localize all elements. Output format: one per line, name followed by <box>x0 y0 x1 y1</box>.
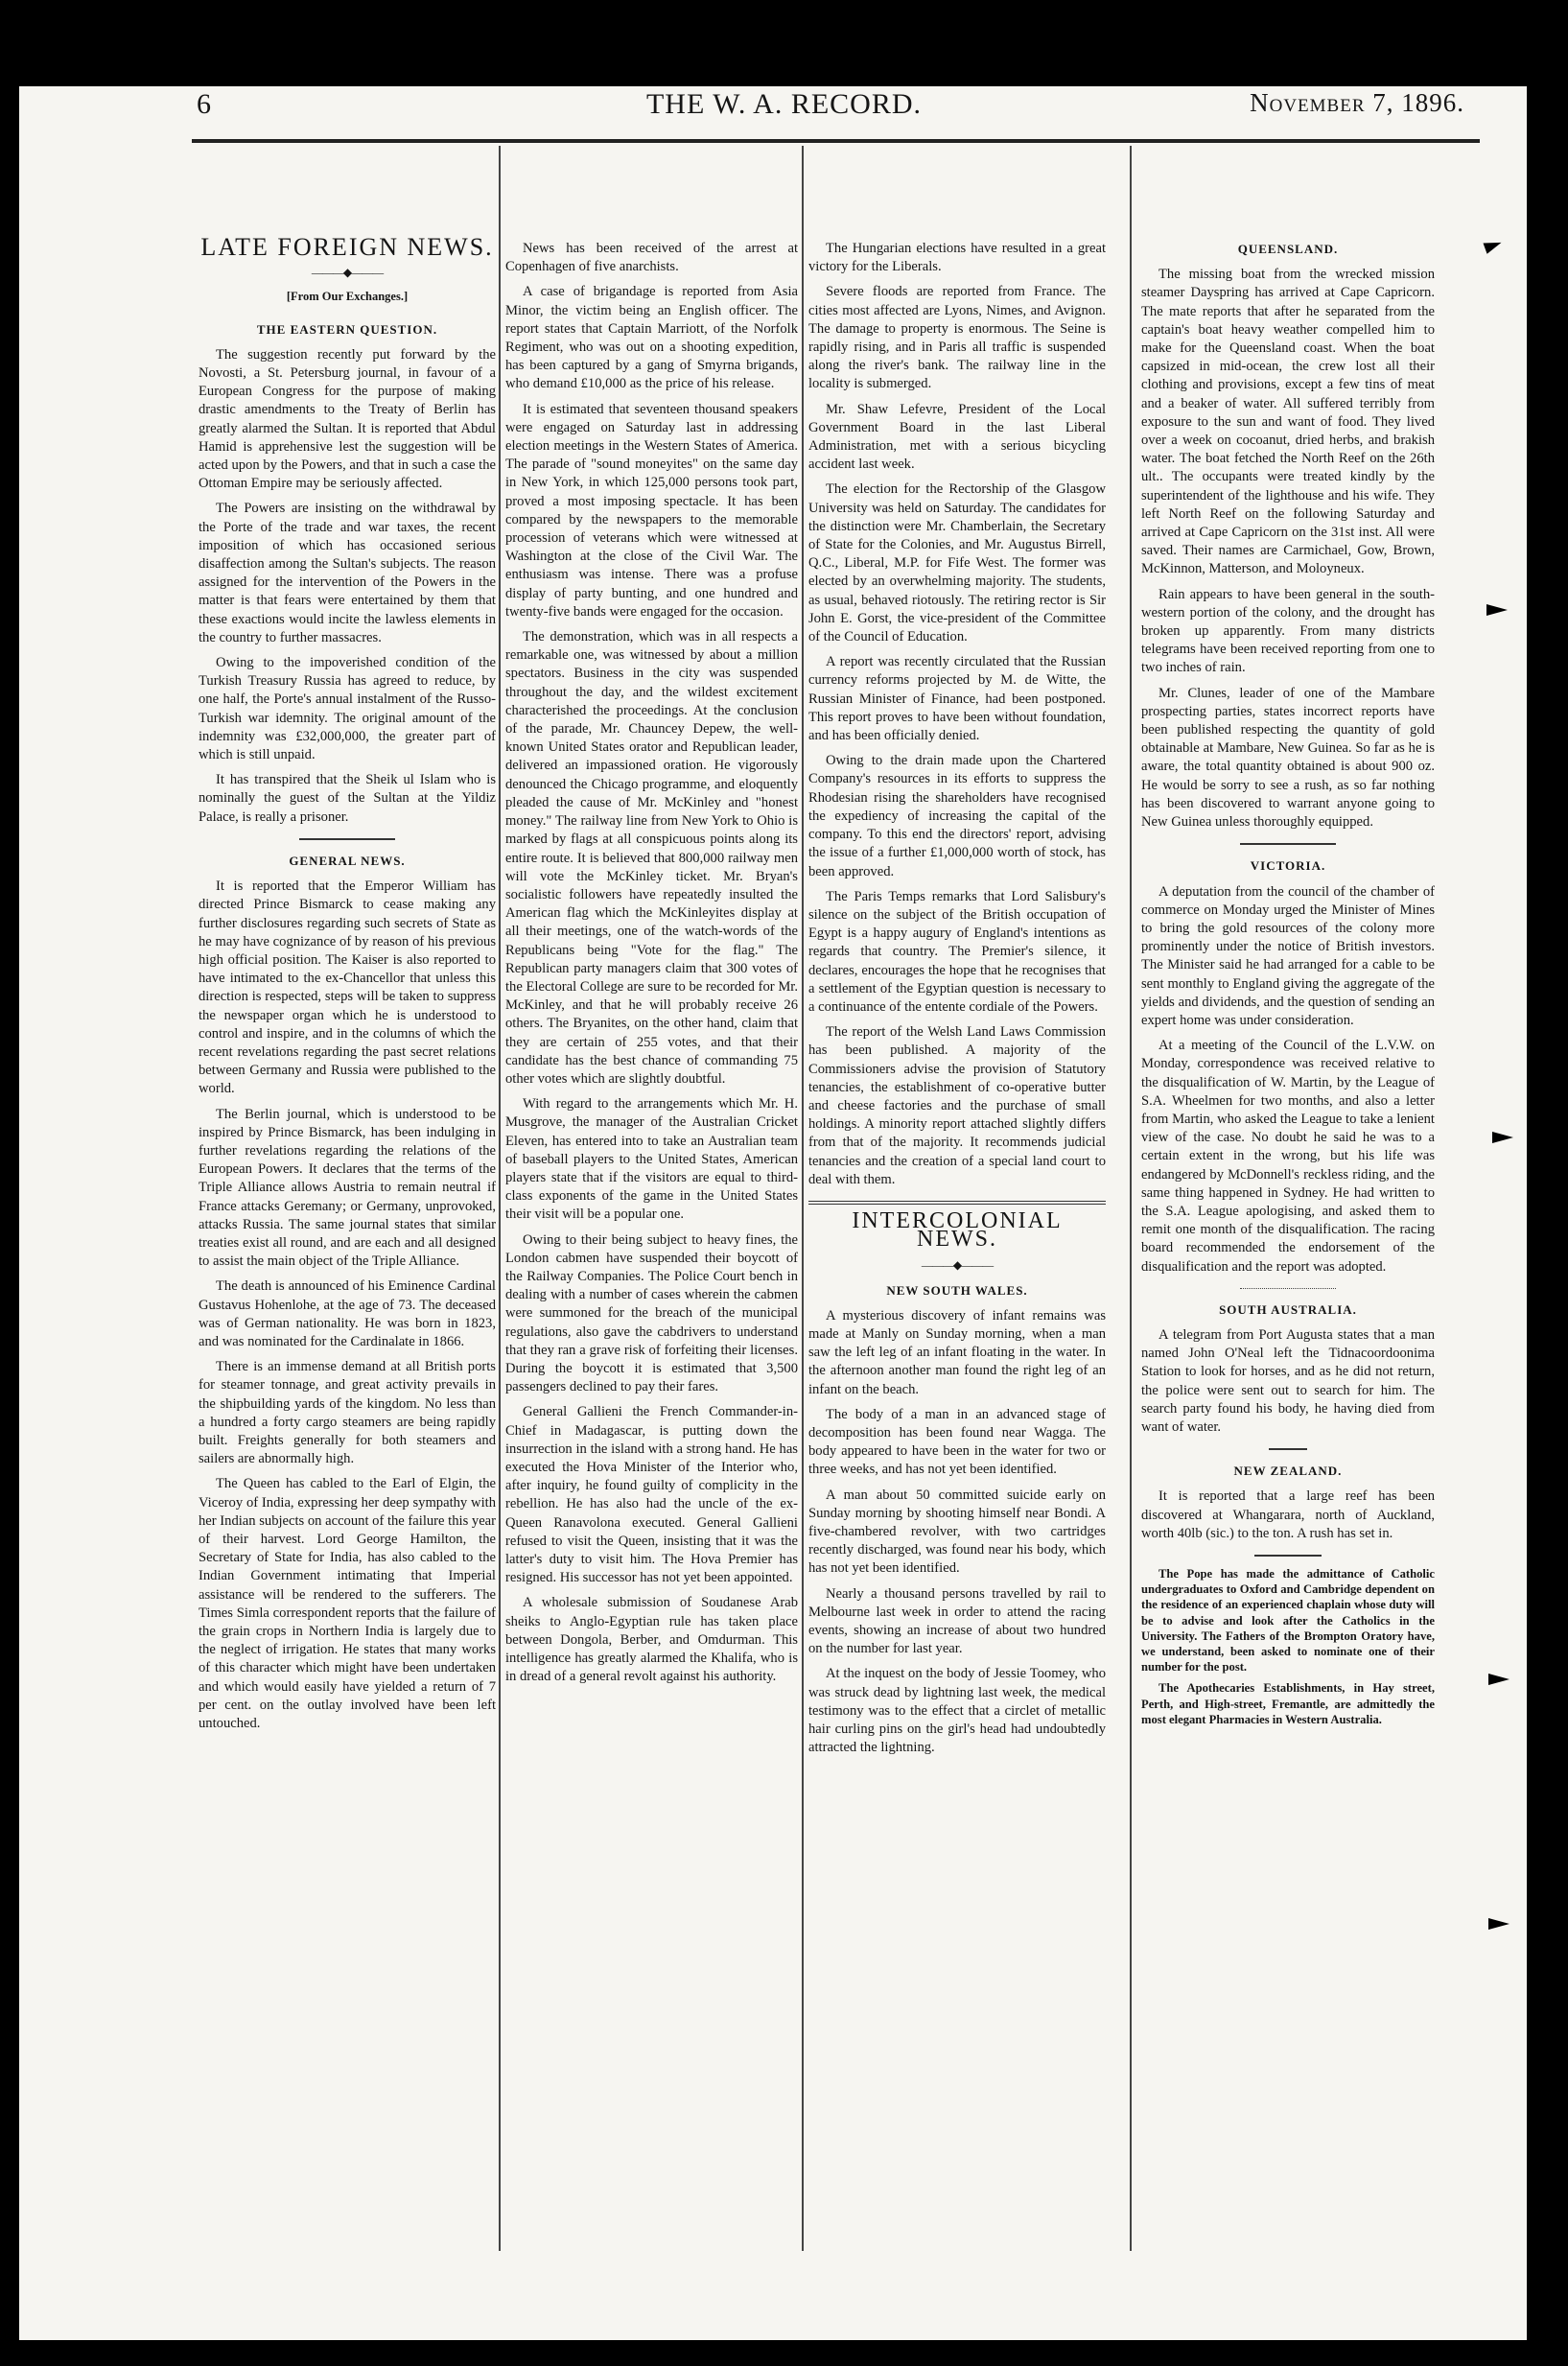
general-news-articles <box>199 878 496 1733</box>
subhead-eastern-question: THE EASTERN QUESTION. <box>256 321 438 337</box>
issue-date: November 7, 1896. <box>1250 88 1464 117</box>
page-header <box>0 88 1568 146</box>
column-1 <box>199 238 496 1740</box>
section-rule <box>1240 1288 1336 1289</box>
article-paragraph: It is reported that a large reef has been discovered at Whangarara, north of Auckland, worth 40lb (sic.) to the ton. A rush has set in. <box>1141 1488 1435 1541</box>
article-paragraph: The Apothecaries Establishments, in Hay street, Perth, and High-street, Fremantle, are admittedly the most elegant Pharmacies in Western Australia. <box>1141 1681 1435 1726</box>
article-paragraph: Nearly a thousand persons travelled by rail to Melbourne last week in order to attend the racing events, showing an increase of about two hundred on the number for last year. <box>808 1585 1106 1657</box>
article-paragraph: A mysterious discovery of infant remains was made at Manly on Sunday morning, when a man saw the left leg of an infant floating in the water. In the afternoon another man found the right leg of an infant on the beach. <box>808 1307 1106 1397</box>
article-paragraph: It is estimated that seventeen thousand speakers were engaged on Saturday last in addressing election meetings in the Western States of America. The parade of "sound moneyites" on the same day in New York, in which 125,000 persons took part, proved a most imposing spectacle. It has been compared by the newspapers to the memorable procession of veterans which were witnessed at Washington at the close of the Civil War. The enthusiasm was intense. There was a profuse display of party bunting, and one hundred and twenty-five bands were engaged for the occasion. <box>505 401 798 620</box>
article-paragraph: A case of brigandage is reported from Asia Minor, the victim being an English officer. The report states that Captain Marriott, of the Norfolk Regiment, who was out on a shooting expedition, has been captured by a gang of Smyrna brigands, who demand £10,000 as the price of his release. <box>505 284 798 392</box>
section-title-late-foreign-news: LATE FOREIGN NEWS. <box>200 238 494 261</box>
section-rule <box>808 1201 1106 1205</box>
article-paragraph: The Pope has made the admittance of Catholic undergraduates to Oxford and Cambridge dependent on the residence of an experienced chaplain whose duty will be to advise and look after the Catholics in the University. The Fathers of the Brompton Oratory have, we understand, been asked to nominate one of their number for the post. <box>1141 1567 1435 1675</box>
new-zealand-articles <box>1141 1488 1435 1543</box>
article-paragraph: The suggestion recently put forward by the Novosti, a St. Petersburg journal, in favour of a European Congress for the purpose of making drastic amendments to the Treaty of Berlin has greatly alarmed the Sultan. It is reported that Abdul Hamid is apprehensive lest the suggestion will be acted upon by the Powers, and that in such a case the Ottoman Empire may be seriously affected. <box>199 346 496 492</box>
section-rule <box>1269 1448 1307 1450</box>
queensland-articles <box>1141 266 1435 832</box>
column-2 <box>505 240 798 1693</box>
ornament-divider: ———◆——— <box>921 1258 994 1273</box>
section-title-intercolonial-news: INTERCOLONIAL NEWS. <box>852 1207 1063 1253</box>
ornament-divider: ———◆——— <box>311 266 384 280</box>
article-paragraph: There is an immense demand at all British ports for steamer tonnage, and great activity prevails in the shipbuilding yards of the kingdom. No less than a hundred a forty cargo steamers are being rapidly built. Freights generally for both steamers and sailers are abnormally high. <box>199 1359 496 1467</box>
article-paragraph: Owing to the impoverished condition of the Turkish Treasury Russia has agreed to reduce, by one half, the Porte's annual instalment of the Russo-Turkish war idemnity. The original amount of the indemnity was £32,000,000, the greater part of which is still unpaid. <box>199 655 496 763</box>
subhead-general-news: GENERAL NEWS. <box>289 853 406 868</box>
section-rule <box>1254 1555 1322 1557</box>
article-paragraph: General Gallieni the French Commander-in-Chief in Madagascar, is putting down the insurrection in the island with a strong hand. He has executed the Hova Minister of the Interior who, after inquiry, he found guilty of complicity in the rebellion. He has also had the uncle of the ex-Queen Ranavolona executed. General Gallieni refused to visit the Queen, insisting that it was the latter's duty to visit him. The Hova Premier has resigned. His successor has not yet been appointed. <box>505 1404 798 1586</box>
article-paragraph: Owing to their being subject to heavy fines, the London cabmen have suspended their boycott of the Railway Companies. The Police Court bench in dealing with a number of cases wherein the cabmen were summoned for the breach of the municipal regulations, also gave the cabdrivers to understand that they ran a grave risk of forfeiting their licenses. During the boycott it is estimated that 3,500 passengers declined to pay their fares. <box>505 1231 798 1395</box>
article-paragraph: At the inquest on the body of Jessie Toomey, who was struck dead by lightning last week, the medical testimony was to the effect that a circlet of metallic hair curling pins on the girl's head had undoubtedly attracted the lightning. <box>808 1666 1106 1756</box>
subhead-south-australia: SOUTH AUSTRALIA. <box>1219 1301 1357 1317</box>
article-paragraph: The Berlin journal, which is understood to be inspired by Prince Bismarck, has been indulging in further revelations regarding the relations of the European Powers. It declares that the terms of the Triple Alliance allows Austria to remain neutral if France attacks Geremany; or Germany, unprovoked, attacks Russia. The same journal states that similar treaties exist all round, and are each and all designed to assist the main object of the Triple Alliance. <box>199 1106 496 1270</box>
page-number: 6 <box>197 88 211 120</box>
header-rule <box>192 139 1480 143</box>
column-3-articles <box>808 240 1106 1189</box>
subhead-new-south-wales: NEW SOUTH WALES. <box>886 1282 1028 1298</box>
article-paragraph: Rain appears to have been general in the south-western portion of the colony, and the drought has broken up apparently. From many districts telegrams have been received reporting from one to two inches of rain. <box>1141 586 1435 676</box>
article-paragraph: It has transpired that the Sheik ul Islam who is nominally the guest of the Sultan at the Yildiz Palace, is really a prisoner. <box>199 772 496 825</box>
article-paragraph: The missing boat from the wrecked mission steamer Dayspring has arrived at Cape Capricorn. The mate reports that after he separated from the captain's boat heavy weather compelled him to make for the Queensland coast. When the boat capsized in mid-ocean, the crew lost all their clothing and provisions, except a few tins of meat and a beaker of water. All suffered terribly from exposure to the sun and want of food. They lived over a week on cocoanut, dried herbs, and brakish water. The boat fetched the North Reef on the 26th ult.. The occupants were treated kindly by the superintendent of the lighthouse and his wife. They left North Reef on the following Saturday and arrived at Cape Capricorn on the 31st inst. All were saved. Their names are Carmichael, Gow, Brown, McKinnon, Matterson, and Moloyneux. <box>1141 267 1435 577</box>
new-south-wales-articles <box>808 1307 1106 1758</box>
article-paragraph: The Powers are insisting on the withdrawal by the Porte of the trade and war taxes, the recent imposition of which has occasioned serious disaffection among the Sultan's subjects. The reason assigned for the intervention of the Powers in the matter is that fears were entertained by them that these exactions would incite the lawless elements in the country to further massacres. <box>199 501 496 645</box>
section-rule <box>1240 843 1336 845</box>
subhead-new-zealand: NEW ZEALAND. <box>1233 1464 1343 1479</box>
south-australia-articles <box>1141 1326 1435 1437</box>
column-4 <box>1141 240 1435 1733</box>
subhead-victoria: VICTORIA. <box>1250 858 1326 874</box>
margin-arrow-icon <box>1488 1918 1509 1930</box>
article-paragraph: It is reported that the Emperor William has directed Prince Bismarck to cease making any further disclosures regarding such secrets of State as he may have cognizance of by reason of his previous high official position. The Kaiser is also reported to have intimated to the ex-Chancellor that unless this direction is respected, steps will be taken to suppress the newspaper organ which he is understood to control and inspire, and in the columns of which the recent revelations regarding the past secret relations between Germany and Russia were published to the world. <box>199 878 496 1097</box>
article-paragraph: News has been received of the arrest at Copenhagen of five anarchists. <box>505 241 798 275</box>
article-paragraph: At a meeting of the Council of the L.V.W. on Monday, correspondence was received relative to the disqualification of W. Martin, by the League of S.A. Wheelmen for two months, and also a letter from Martin, who asked the League to take a lenient view of the case. No doubt he said he was to a certain extent in the wrong, but his life was endangered by McDonnell's reckless riding, and the same thing happened in Sydney. He had written to the S.A. League apologising, and asked them to remit one month of the disqualification. The racing board recommended the endorsement of the disqualification and the report was adopted. <box>1141 1038 1435 1275</box>
article-paragraph: Owing to the drain made upon the Chartered Company's resources in its efforts to suppress the Rhodesian rising the shareholders have recognised the expediency of increasing the capital of the company. To this end the directors' report, advising the issue of a further £1,000,000 worth of stock, has been approved. <box>808 753 1106 879</box>
victoria-articles <box>1141 883 1435 1277</box>
article-paragraph: Mr. Clunes, leader of one of the Mambare prospecting parties, states incorrect reports have been published respecting the quantity of gold obtainable at Mambare, New Guinea. So far as he is aware, the total quantity obtained is about 900 oz. He would be sorry to see a rush, as so far nothing has been discovered to warrant anyone going to New Guinea unless thoroughly equipped. <box>1141 685 1435 831</box>
margin-arrow-icon <box>1492 1132 1513 1143</box>
article-paragraph: The body of a man in an advanced stage of decomposition has been found near Wagga. The body appeared to have been in the water for two or three weeks, and has not yet been identified. <box>808 1406 1106 1478</box>
subhead-queensland: QUEENSLAND. <box>1237 242 1339 256</box>
article-paragraph: The Paris Temps remarks that Lord Salisbury's silence on the subject of the British occupation of Egypt is a happy augury of England's intentions as regards that country. The Premier's silence, it declares, encourages the hope that he recognises that a settlement of the Egyptian question is necessary to a continuance of the entente cordiale of the Powers. <box>808 888 1106 1015</box>
margin-arrow-icon <box>1488 1674 1509 1685</box>
article-paragraph: The Hungarian elections have resulted in a great victory for the Liberals. <box>808 241 1106 275</box>
article-paragraph: A wholesale submission of Soudanese Arab sheiks to Anglo-Egyptian rule has taken place between Dongola, Berber, and Omdurman. This intelligence has greatly alarmed the Khalifa, who is in dread of a general revolt against his authority. <box>505 1595 798 1685</box>
article-paragraph: A deputation from the council of the chamber of commerce on Monday urged the Minister of Mines to bring the gold resources of the colony more prominently under the notice of British investors. The Minister said he had arranged for a cable to be sent monthly to England giving the aggregate of the yields and dividends, and the question of sending an expert home was under consideration. <box>1141 883 1435 1028</box>
article-paragraph: The demonstration, which was in all respects a remarkable one, was witnessed by about a million spectators. Business in the city was suspended throughout the day, and the wildest excitement characterished the proceedings. At the conclusion of the parade, Mr. Chauncey Depew, the well-known United States orator and Republican leader, delivered an impassioned oration. He vigorously denounced the Chicago programme, and eloquently pleaded the cause of Mr. McKinley and "honest money." The railway line from New York to Ohio is marked by flags at all conspicuous points along its entire route. It is believed that 800,000 railway men will vote the McKinley ticket. Mr. Bryan's socialistic followers have repeatedly insulted the American flag which the McKinleyites display at all their meetings, one of the watch-words of the Republicans being "Vote for the flag." The Republican party managers claim that 300 votes of the Electoral College are sure to be recorded for Mr. McKinley, and that he will probably receive 26 others. The Bryanites, on the other hand, claim that they are certain of 255 votes, and that their candidate has the best chance of commanding 75 other votes which are slightly doubtful. <box>505 629 798 1087</box>
article-paragraph: The Queen has cabled to the Earl of Elgin, the Viceroy of India, expressing her deep sympathy with her Indian subjects on account of the failure this year of their harvest. Lord George Hamilton, the Secretary of State for India, has also cabled to the Indian Government intimating that Imperial assistance will be rendered to the sufferers. The Times Simla correspondent reports that the failure of the grain crops in Northern India is largely due to the neglect of irrigation. He states that many works of this character which might have been undertaken and which would easily have yielded a return of 7 per cent. on the outlay involved have been left untouched. <box>199 1476 496 1732</box>
article-paragraph: A man about 50 committed suicide early on Sunday morning by shooting himself near Bondi. A five-chambered revolver, with two cartridges recently discharged, was found near his body, which has not yet been identified. <box>808 1487 1106 1577</box>
article-paragraph: The report of the Welsh Land Laws Commission has been published. A majority of the Commissioners advise the provision of Statutory tenancies, the establishment of co-operative butter and cheese factories and the purchase of small holdings. A minority report attached slightly differs from that of the majority. It recommends judicial tenancies and the creation of a special land court to deal with them. <box>808 1024 1106 1187</box>
section-rule <box>299 838 395 840</box>
column-divider <box>499 146 501 2251</box>
article-paragraph: The death is announced of his Eminence Cardinal Gustavus Hohenlohe, at the age of 73. The deceased was of German nationality. He was born in 1823, and was nominated for the Cardinalate in 1866. <box>199 1278 496 1349</box>
article-paragraph: A telegram from Port Augusta states that a man named John O'Neal left the Tidnacoordoonima Station to look for horses, and as he did not return, the police were sent out to search for him. The search party found his body, he having died from want of water. <box>1141 1326 1435 1435</box>
notices <box>1141 1566 1435 1727</box>
article-paragraph: A report was recently circulated that the Russian currency reforms projected by M. de Witte, the Russian Minister of Finance, had been postponed. This report proves to have been without foundation, and has been officially denied. <box>808 654 1106 744</box>
margin-arrow-icon <box>1486 604 1508 616</box>
column-2-articles <box>505 240 798 1686</box>
column-3 <box>808 240 1106 1764</box>
source-note: [From Our Exchanges.] <box>286 290 409 304</box>
article-paragraph: With regard to the arrangements which Mr. H. Musgrove, the manager of the Australian Cricket Eleven, has entered into to take an Australian team of baseball players to the United States, American players state that if the visitors are equal to third-class exponents of the game in the United States their visit will be a popular one. <box>505 1096 798 1223</box>
article-paragraph: Mr. Shaw Lefevre, President of the Local Government Board in the last Liberal Administration, met with a serious bicycling accident last week. <box>808 401 1106 473</box>
masthead-title: THE W. A. RECORD. <box>645 88 923 120</box>
article-paragraph: The election for the Rectorship of the Glasgow University was held on Saturday. The candidates for the distinction were Mr. Chamberlain, the Secretary of State for the Colonies, and Mr. Augustus Birrell, Q.C., Liberal, M.P. for Fife West. The former was elected by an overwhelming majority. The students, as usual, behaved riotously. The retiring rector is Sir John E. Gorst, the vice-president of the Committee of the Council of Education. <box>808 481 1106 645</box>
article-paragraph: Severe floods are reported from France. The cities most affected are Lyons, Nimes, and Avignon. The damage to property is enormous. The Seine is rapidly rising, and in Paris all traffic is suspended along the river's bank. The railway line in the locality is submerged. <box>808 284 1106 392</box>
column-divider <box>1130 146 1132 2251</box>
eastern-question-articles <box>199 346 496 827</box>
column-divider <box>802 146 804 2251</box>
